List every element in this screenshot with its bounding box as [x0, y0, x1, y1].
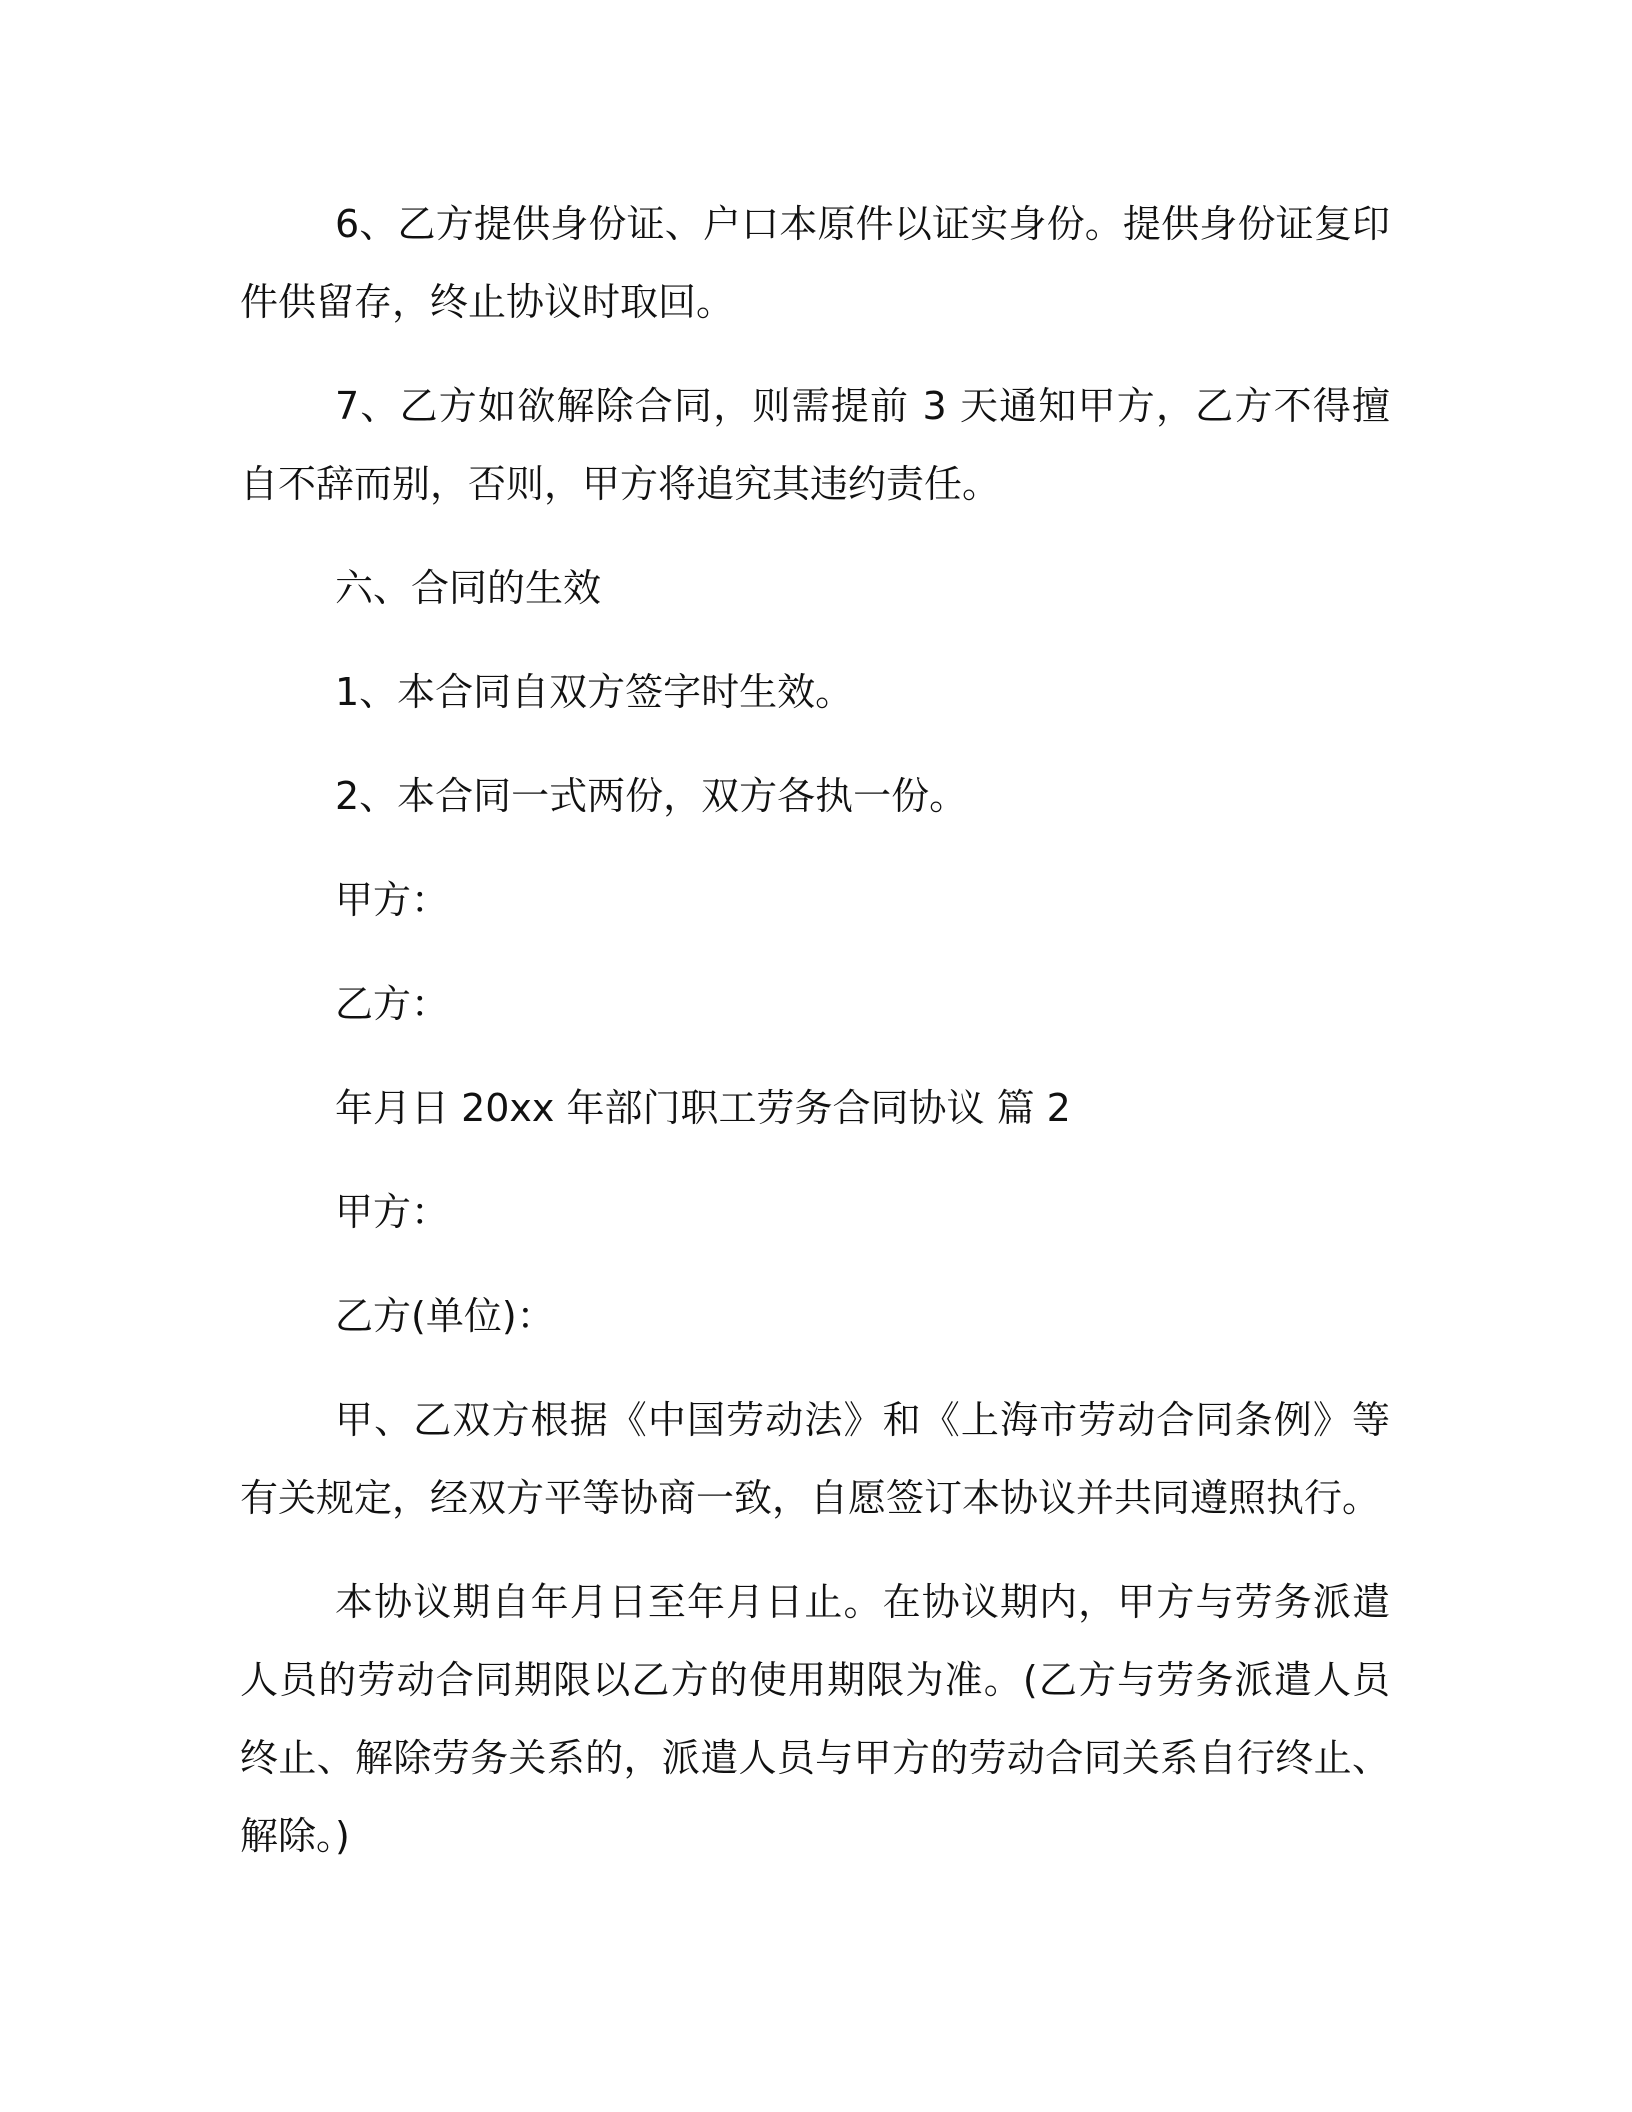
effectiveness-item-2: 2、本合同一式两份，双方各执一份。 — [335, 774, 968, 818]
legal-basis-paragraph: 甲、乙双方根据《中国劳动法》和《上海市劳动合同条例》等有关规定，经双方平等协商一致，自愿签订本协议并共同遵照执行。 — [240, 1398, 1390, 1520]
agreement-term-paragraph: 本协议期自年月日至年月日止。在协议期内，甲方与劳务派遣人员的劳动合同期限以乙方的使用期限为准。(乙方与劳务派遣人员终止、解除劳务关系的，派遣人员与甲方的劳动合同关系自行终止、解除。) — [240, 1580, 1390, 1858]
clause-7-paragraph: 7、乙方如欲解除合同，则需提前 3 天通知甲方，乙方不得擅自不辞而别，否则，甲方将追究其违约责任。 — [240, 384, 1390, 506]
party-b-unit-line: 乙方(单位)： — [335, 1294, 555, 1338]
agreement-2-title: 年月日 20xx 年部门职工劳务合同协议 篇 2 — [335, 1086, 1071, 1130]
party-a-line: 甲方： — [335, 1190, 450, 1234]
effectiveness-item-1: 1、本合同自双方签字时生效。 — [335, 670, 854, 714]
clause-6-paragraph: 6、乙方提供身份证、户口本原件以证实身份。提供身份证复印件供留存，终止协议时取回。 — [240, 202, 1390, 324]
section-heading-effectiveness: 六、合同的生效 — [335, 566, 602, 610]
document-body — [240, 185, 1390, 1875]
party-b-signature-line: 乙方： — [335, 982, 450, 1026]
party-a-signature-line: 甲方： — [335, 878, 450, 922]
